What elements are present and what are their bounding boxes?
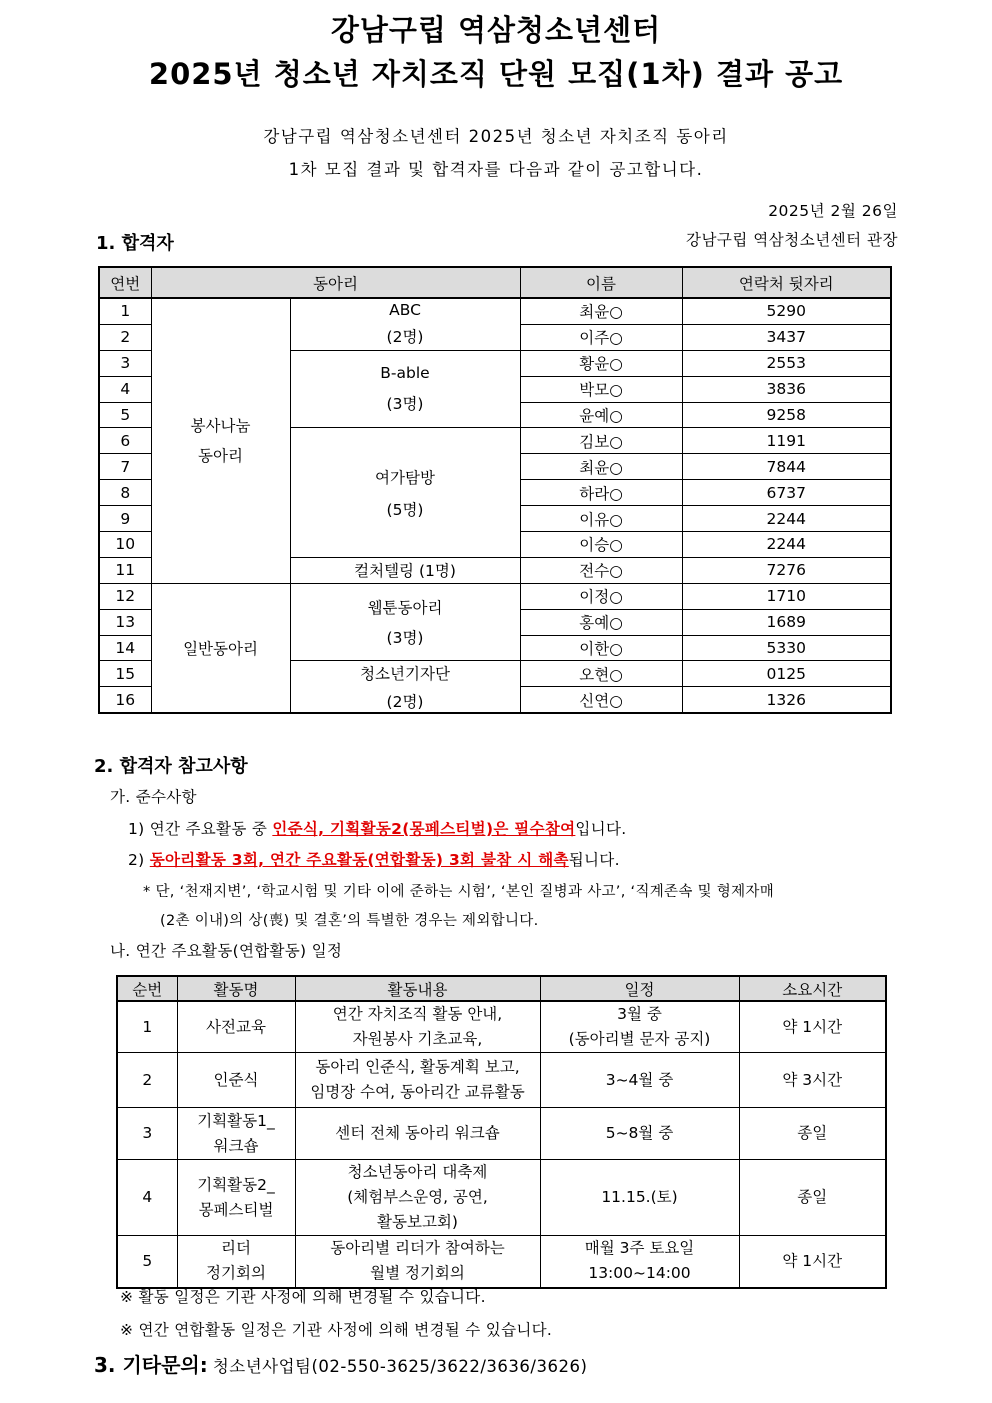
schedule-no: 4 <box>117 1160 177 1236</box>
member-name: 황윤○ <box>520 350 682 376</box>
content-line: 청소년동아리 대축제 <box>347 1163 488 1181</box>
date-line: 13:00~14:00 <box>588 1264 691 1283</box>
activity-line: 인준식 <box>213 1070 259 1089</box>
member-name: 신연○ <box>520 687 682 713</box>
date-line: 3~4월 중 <box>605 1070 674 1089</box>
member-contact: 1326 <box>682 687 891 713</box>
category-label: 봉사나눔 동아리 <box>190 416 251 465</box>
header-activity: 활동명 <box>177 976 295 1001</box>
row-no: 4 <box>99 376 151 402</box>
date-line: 5~8월 중 <box>605 1124 674 1142</box>
header-contact: 연락처 뒷자리 <box>682 267 891 298</box>
note-line2: (2촌 이내)의 상(喪) 및 결혼’의 특별한 경우는 제외합니다. <box>160 913 539 929</box>
member-name: 하라○ <box>520 480 682 506</box>
member-name: 박모○ <box>520 376 682 402</box>
club-name: 여가탐방 <box>375 468 435 487</box>
row-no: 3 <box>99 350 151 376</box>
activity-line: 사전교육 <box>206 1017 266 1036</box>
section1-title: 1. 합격자 <box>96 233 174 254</box>
member-contact: 5330 <box>682 635 891 661</box>
club-name: B-able <box>380 364 430 383</box>
header-name: 이름 <box>520 267 682 298</box>
club-name: ABC <box>389 301 421 320</box>
club-cell <box>290 298 520 350</box>
table-row <box>99 583 891 609</box>
member-name: 최윤○ <box>520 454 682 480</box>
schedule-no: 5 <box>117 1236 177 1288</box>
member-contact: 0125 <box>682 661 891 687</box>
activity-line: 기획활동2_ <box>197 1175 275 1194</box>
schedule-duration: 약 1시간 <box>739 1001 886 1053</box>
club-cell <box>290 428 520 557</box>
category-label: 일반동아리 <box>183 640 258 659</box>
schedule-date <box>540 1108 739 1160</box>
schedule-activity <box>177 1236 295 1288</box>
date-line: 매월 3주 토요일 <box>584 1239 695 1258</box>
passers-table <box>98 266 892 714</box>
page-title-line1: 강남구립 역삼청소년센터 <box>330 13 662 47</box>
schedule-duration: 종일 <box>739 1160 886 1236</box>
intro-line2: 1차 모집 결과 및 합격자를 다음과 같이 공고합니다. <box>288 160 704 179</box>
member-contact: 5290 <box>682 298 891 324</box>
club-count: (2명) <box>386 328 424 347</box>
content-line: 연간 자치조직 활동 안내, <box>332 1005 503 1023</box>
announcement-date: 2025년 2월 26일 <box>768 202 898 220</box>
rule2 <box>128 848 620 870</box>
member-name: 윤예○ <box>520 402 682 428</box>
sub-b-title: 나. 연간 주요활동(연합활동) 일정 <box>110 942 343 960</box>
member-name: 오현○ <box>520 661 682 687</box>
category-cell <box>151 583 290 713</box>
header-duration: 소요시간 <box>739 976 886 1001</box>
activity-line: 기획활동1_ <box>197 1111 275 1130</box>
activity-line: 리더 <box>221 1239 251 1258</box>
member-contact: 2244 <box>682 506 891 532</box>
header-content: 활동내용 <box>295 976 540 1001</box>
row-no: 5 <box>99 402 151 428</box>
activity-line: 워크숍 <box>213 1136 259 1155</box>
club-count: (5명) <box>386 500 424 519</box>
club-cell <box>290 583 520 661</box>
schedule-duration: 약 1시간 <box>739 1236 886 1288</box>
schedule-date <box>540 1236 739 1288</box>
schedule-activity <box>177 1053 295 1108</box>
schedule-date <box>540 1001 739 1053</box>
table-row <box>117 1001 886 1053</box>
footnote-1: ※ 활동 일정은 기관 사정에 의해 변경될 수 있습니다. <box>120 1288 486 1306</box>
member-contact: 1710 <box>682 583 891 609</box>
row-no: 2 <box>99 324 151 350</box>
rule1-prefix: 1) 연간 주요활동 중 <box>128 820 273 838</box>
member-contact: 2553 <box>682 350 891 376</box>
row-no: 8 <box>99 480 151 506</box>
category-cell <box>151 298 290 583</box>
club-count: (3명) <box>386 629 424 648</box>
schedule-activity <box>177 1001 295 1053</box>
table-row <box>117 1108 886 1160</box>
row-no: 14 <box>99 635 151 661</box>
member-contact: 3836 <box>682 376 891 402</box>
header-schedule: 일정 <box>540 976 739 1001</box>
schedule-table <box>116 975 887 1289</box>
activity-line: 정기회의 <box>206 1264 266 1283</box>
schedule-header-row <box>117 976 886 1001</box>
footnote-2: ※ 연간 연합활동 일정은 기관 사정에 의해 변경될 수 있습니다. <box>120 1321 553 1339</box>
section2-title: 2. 합격자 참고사항 <box>94 756 248 777</box>
member-name: 이유○ <box>520 506 682 532</box>
row-no: 9 <box>99 506 151 532</box>
schedule-content <box>295 1001 540 1053</box>
member-contact: 7844 <box>682 454 891 480</box>
content-line: 자원봉사 기초교육, <box>352 1030 483 1048</box>
member-name: 이주○ <box>520 324 682 350</box>
content-line: 동아리 인준식, 활동계획 보고, <box>315 1058 520 1076</box>
member-name: 김보○ <box>520 428 682 454</box>
member-contact: 9258 <box>682 402 891 428</box>
rule2-prefix: 2) <box>128 851 150 869</box>
schedule-date <box>540 1053 739 1108</box>
schedule-content <box>295 1108 540 1160</box>
schedule-no: 1 <box>117 1001 177 1053</box>
row-no: 15 <box>99 661 151 687</box>
member-name: 최윤○ <box>520 298 682 324</box>
table-row <box>117 1053 886 1108</box>
schedule-no: 2 <box>117 1053 177 1108</box>
member-name: 이한○ <box>520 635 682 661</box>
schedule-date <box>540 1160 739 1236</box>
club-name: 컬처텔링 (1명) <box>290 557 520 583</box>
member-contact: 2244 <box>682 532 891 558</box>
header-no: 연번 <box>99 267 151 298</box>
schedule-activity <box>177 1108 295 1160</box>
content-line: 월별 정기회의 <box>370 1264 465 1283</box>
header-club: 동아리 <box>151 267 520 298</box>
row-no: 7 <box>99 454 151 480</box>
date-line: 3월 중 <box>617 1005 662 1023</box>
schedule-duration: 종일 <box>739 1108 886 1160</box>
schedule-no: 3 <box>117 1108 177 1160</box>
content-line: 동아리별 리더가 참여하는 <box>330 1239 505 1258</box>
member-contact: 7276 <box>682 557 891 583</box>
row-no: 16 <box>99 687 151 713</box>
note-line1: * 단, ‘천재지변’, ‘학교시험 및 기타 이에 준하는 시험’, ‘본인 질병과 사고’, ‘직계존속 및 형제자매 <box>143 884 775 900</box>
club-cell <box>290 661 520 713</box>
table-row <box>99 298 891 324</box>
content-line: 활동보고회) <box>377 1213 458 1231</box>
member-name: 전수○ <box>520 557 682 583</box>
row-no: 11 <box>99 557 151 583</box>
row-no: 6 <box>99 428 151 454</box>
passers-header-row <box>99 267 891 298</box>
intro-line1: 강남구립 역삼청소년센터 2025년 청소년 자치조직 동아리 <box>263 127 729 146</box>
rule1-highlight: 인준식, 기획활동2(몽페스티벌)은 필수참여 <box>272 820 576 838</box>
schedule-duration: 약 3시간 <box>739 1053 886 1108</box>
header-seq: 순번 <box>117 976 177 1001</box>
contact-info: 청소년사업팀(02-550-3625/3622/3636/3626) <box>212 1357 588 1376</box>
content-line: (체험부스운영, 공연, <box>347 1188 488 1206</box>
club-count: (2명) <box>386 692 424 711</box>
club-name: 웹툰동아리 <box>367 599 443 618</box>
date-line: (동아리별 문자 공지) <box>568 1030 711 1048</box>
member-contact: 6737 <box>682 480 891 506</box>
schedule-activity <box>177 1160 295 1236</box>
member-contact: 1689 <box>682 609 891 635</box>
row-no: 13 <box>99 609 151 635</box>
rule2-suffix: 됩니다. <box>568 851 620 869</box>
member-contact: 3437 <box>682 324 891 350</box>
schedule-content <box>295 1160 540 1236</box>
activity-line: 몽페스티벌 <box>198 1200 274 1219</box>
section3-title: 3. 기타문의: <box>94 1353 208 1377</box>
sub-a-title: 가. 준수사항 <box>110 788 197 806</box>
row-no: 10 <box>99 532 151 558</box>
section3 <box>94 1349 587 1378</box>
club-name: 청소년기자단 <box>360 664 450 683</box>
club-count: (3명) <box>386 395 424 414</box>
table-row <box>117 1160 886 1236</box>
content-line: 임명장 수여, 동아리간 교류활동 <box>310 1083 525 1101</box>
member-name: 이정○ <box>520 583 682 609</box>
club-cell <box>290 350 520 428</box>
issuer: 강남구립 역삼청소년센터 관장 <box>685 231 898 249</box>
member-contact: 1191 <box>682 428 891 454</box>
row-no: 12 <box>99 583 151 609</box>
table-row <box>117 1236 886 1288</box>
member-name: 이승○ <box>520 532 682 558</box>
rule2-highlight: 동아리활동 3회, 연간 주요활동(연합활동) 3회 불참 시 해촉 <box>149 851 569 869</box>
schedule-content <box>295 1053 540 1108</box>
date-line: 11.15.(토) <box>601 1188 678 1206</box>
rule1 <box>128 817 626 839</box>
content-line: 센터 전체 동아리 워크숍 <box>335 1124 500 1142</box>
page-title-line2: 2025년 청소년 자치조직 단원 모집(1차) 결과 공고 <box>148 57 844 91</box>
rule1-suffix: 입니다. <box>575 820 627 838</box>
row-no: 1 <box>99 298 151 324</box>
schedule-content <box>295 1236 540 1288</box>
member-name: 홍예○ <box>520 609 682 635</box>
